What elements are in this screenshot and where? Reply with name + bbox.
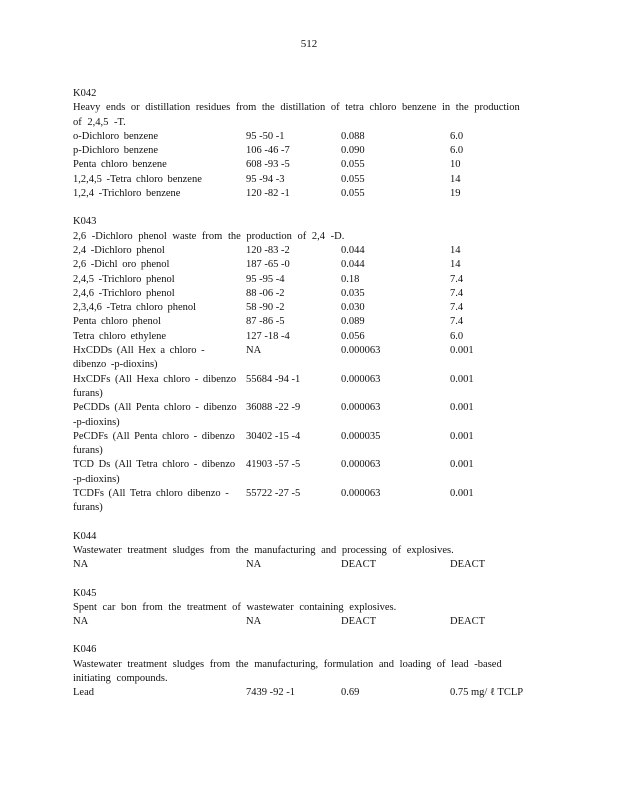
cas-number: 88 -06 -2 xyxy=(246,287,285,299)
constituent-row xyxy=(73,430,533,459)
constituent-row xyxy=(73,401,533,430)
constituent-name: o-Dichloro benzene xyxy=(73,130,159,142)
waste-description: Wastewater treatment sludges from the manufacturing, formulation and loading of lead -based initiating compounds. xyxy=(73,658,502,684)
constituent-name: PeCDDs (All Penta chloro - dibenzo -p-dioxins) xyxy=(73,402,237,428)
cas-number: 187 -65 -0 xyxy=(246,259,290,271)
wastewater-standard: 0.000063 xyxy=(341,373,381,385)
cas-number: 95 -95 -4 xyxy=(246,273,285,285)
cas-number: NA xyxy=(246,345,262,357)
cas-number: 7439 -92 -1 xyxy=(246,687,295,699)
wastewater-standard: 0.035 xyxy=(341,287,365,299)
constituent-row xyxy=(73,173,533,187)
constituent-row xyxy=(73,144,533,158)
wastewater-standard: 0.000063 xyxy=(341,488,381,500)
constituent-row xyxy=(73,558,533,572)
wastewater-standard: DEACT xyxy=(341,559,376,571)
constituent-name: Penta chloro phenol xyxy=(73,316,161,328)
wastewater-standard: 0.000035 xyxy=(341,430,381,442)
constituent-row xyxy=(73,187,533,201)
nonwastewater-standard: 0.001 xyxy=(450,488,474,500)
nonwastewater-standard: 7.4 xyxy=(450,302,464,314)
cas-number: 608 -93 -5 xyxy=(246,159,290,171)
constituent-name: TCD Ds (All Tetra chloro - dibenzo -p-dioxins) xyxy=(73,459,236,485)
waste-description: Heavy ends or distillation residues from the distillation of tetra chloro benzene in the production of 2,4,5 -T. xyxy=(73,102,520,128)
nonwastewater-standard: 10 xyxy=(450,159,461,171)
nonwastewater-standard: 0.001 xyxy=(450,373,474,385)
constituent-name: Lead xyxy=(73,687,94,699)
waste-description: Spent car bon from the treatment of wastewater containing explosives. xyxy=(73,601,397,613)
constituent-name: PeCDFs (All Penta chloro - dibenzo furans) xyxy=(73,430,235,457)
waste-code: K042 xyxy=(73,88,97,99)
cas-number: 55684 -94 -1 xyxy=(246,373,301,385)
waste-code-section xyxy=(73,530,533,573)
nonwastewater-standard: 0.001 xyxy=(450,402,474,414)
constituent-name: 2,6 -Dichl oro phenol xyxy=(73,259,170,271)
waste-code: K045 xyxy=(73,587,97,599)
wastewater-standard: 0.69 xyxy=(341,687,360,699)
constituent-row xyxy=(73,287,533,301)
wastewater-standard: 0.055 xyxy=(341,173,365,185)
constituent-name: HxCDDs (All Hex a chloro - dibenzo -p-dioxins) xyxy=(73,345,205,371)
nonwastewater-standard: 0.001 xyxy=(450,430,474,442)
constituent-name: 1,2,4,5 -Tetra chloro benzene xyxy=(73,173,202,185)
constituent-name: TCDFs (All Tetra chloro dibenzo - furans) xyxy=(73,488,229,514)
cas-number: 95 -94 -3 xyxy=(246,173,285,185)
constituent-row xyxy=(73,373,533,402)
constituent-row xyxy=(73,615,533,629)
cas-number: 58 -90 -2 xyxy=(246,302,285,314)
cas-number: 120 -82 -1 xyxy=(246,188,290,200)
nonwastewater-standard: 0.001 xyxy=(450,459,474,471)
waste-code-section xyxy=(73,587,533,630)
cas-number: 95 -50 -1 xyxy=(246,130,285,142)
constituent-row xyxy=(73,458,533,487)
constituent-row xyxy=(73,244,533,258)
nonwastewater-standard: 7.4 xyxy=(450,273,464,285)
cas-number: 127 -18 -4 xyxy=(246,330,290,342)
nonwastewater-standard: 6.0 xyxy=(450,145,464,157)
wastewater-standard: 0.090 xyxy=(341,145,365,157)
nonwastewater-standard: 19 xyxy=(450,188,461,200)
waste-code: K046 xyxy=(73,644,97,656)
wastewater-standard: 0.044 xyxy=(341,244,365,256)
constituent-name: 1,2,4 -Trichloro benzene xyxy=(73,188,181,200)
wastewater-standard: 0.000063 xyxy=(341,345,381,357)
constituent-row xyxy=(73,330,533,344)
nonwastewater-standard: 0.75 mg/ ℓ TCLP xyxy=(450,687,524,699)
cas-number: 120 -83 -2 xyxy=(246,244,290,256)
wastewater-standard: 0.056 xyxy=(341,330,365,342)
constituent-row xyxy=(73,344,533,373)
nonwastewater-standard: 6.0 xyxy=(450,330,464,342)
cas-number: 55722 -27 -5 xyxy=(246,488,301,500)
waste-code: K043 xyxy=(73,216,97,228)
constituent-row xyxy=(73,686,533,700)
nonwastewater-standard: 14 xyxy=(450,173,461,185)
constituent-row xyxy=(73,487,533,516)
constituent-name: p-Dichloro benzene xyxy=(73,145,159,157)
waste-code-section xyxy=(73,87,533,201)
cas-number: 30402 -15 -4 xyxy=(246,430,301,442)
wastewater-standard: 0.000063 xyxy=(341,459,381,471)
constituent-name: 2,4,5 -Trichloro phenol xyxy=(73,273,175,285)
nonwastewater-standard: 7.4 xyxy=(450,287,464,299)
document-body xyxy=(73,87,533,715)
cas-number: NA xyxy=(246,616,262,628)
constituent-name: Penta chloro benzene xyxy=(73,159,167,171)
nonwastewater-standard: 0.001 xyxy=(450,345,474,357)
wastewater-standard: 0.18 xyxy=(341,273,360,285)
wastewater-standard: 0.055 xyxy=(341,159,365,171)
constituent-name: Tetra chloro ethylene xyxy=(73,330,167,342)
constituent-row xyxy=(73,273,533,287)
wastewater-standard: 0.030 xyxy=(341,302,365,314)
constituent-row xyxy=(73,301,533,315)
wastewater-standard: 0.044 xyxy=(341,259,365,271)
constituent-row xyxy=(73,258,533,272)
cas-number: NA xyxy=(246,559,262,571)
waste-code-section xyxy=(73,215,533,515)
constituent-row xyxy=(73,130,533,144)
cas-number: 41903 -57 -5 xyxy=(246,459,301,471)
constituent-name: 2,4,6 -Trichloro phenol xyxy=(73,287,175,299)
constituent-name: 2,3,4,6 -Tetra chloro phenol xyxy=(73,302,197,314)
wastewater-standard: DEACT xyxy=(341,616,376,628)
cas-number: 106 -46 -7 xyxy=(246,145,290,157)
constituent-name: NA xyxy=(73,616,89,628)
constituent-row xyxy=(73,158,533,172)
nonwastewater-standard: 6.0 xyxy=(450,130,464,142)
wastewater-standard: 0.000063 xyxy=(341,402,381,414)
constituent-name: HxCDFs (All Hexa chloro - dibenzo furans) xyxy=(73,373,237,399)
waste-description: 2,6 -Dichloro phenol waste from the production of 2,4 -D. xyxy=(73,230,345,242)
waste-code: K044 xyxy=(73,530,97,542)
wastewater-standard: 0.088 xyxy=(341,130,365,142)
page-number: 512 xyxy=(300,38,318,50)
constituent-row xyxy=(73,315,533,329)
constituent-name: NA xyxy=(73,559,89,571)
wastewater-standard: 0.089 xyxy=(341,316,365,328)
nonwastewater-standard: 14 xyxy=(450,244,461,256)
nonwastewater-standard: DEACT xyxy=(450,559,485,571)
nonwastewater-standard: 7.4 xyxy=(450,316,464,328)
constituent-name: 2,4 -Dichloro phenol xyxy=(73,244,165,256)
waste-code-section xyxy=(73,643,533,700)
nonwastewater-standard: DEACT xyxy=(450,616,485,628)
nonwastewater-standard: 14 xyxy=(450,259,461,271)
waste-description: Wastewater treatment sludges from the manufacturing and processing of explosives. xyxy=(73,544,454,556)
wastewater-standard: 0.055 xyxy=(341,188,365,200)
cas-number: 87 -86 -5 xyxy=(246,316,285,328)
cas-number: 36088 -22 -9 xyxy=(246,402,301,414)
